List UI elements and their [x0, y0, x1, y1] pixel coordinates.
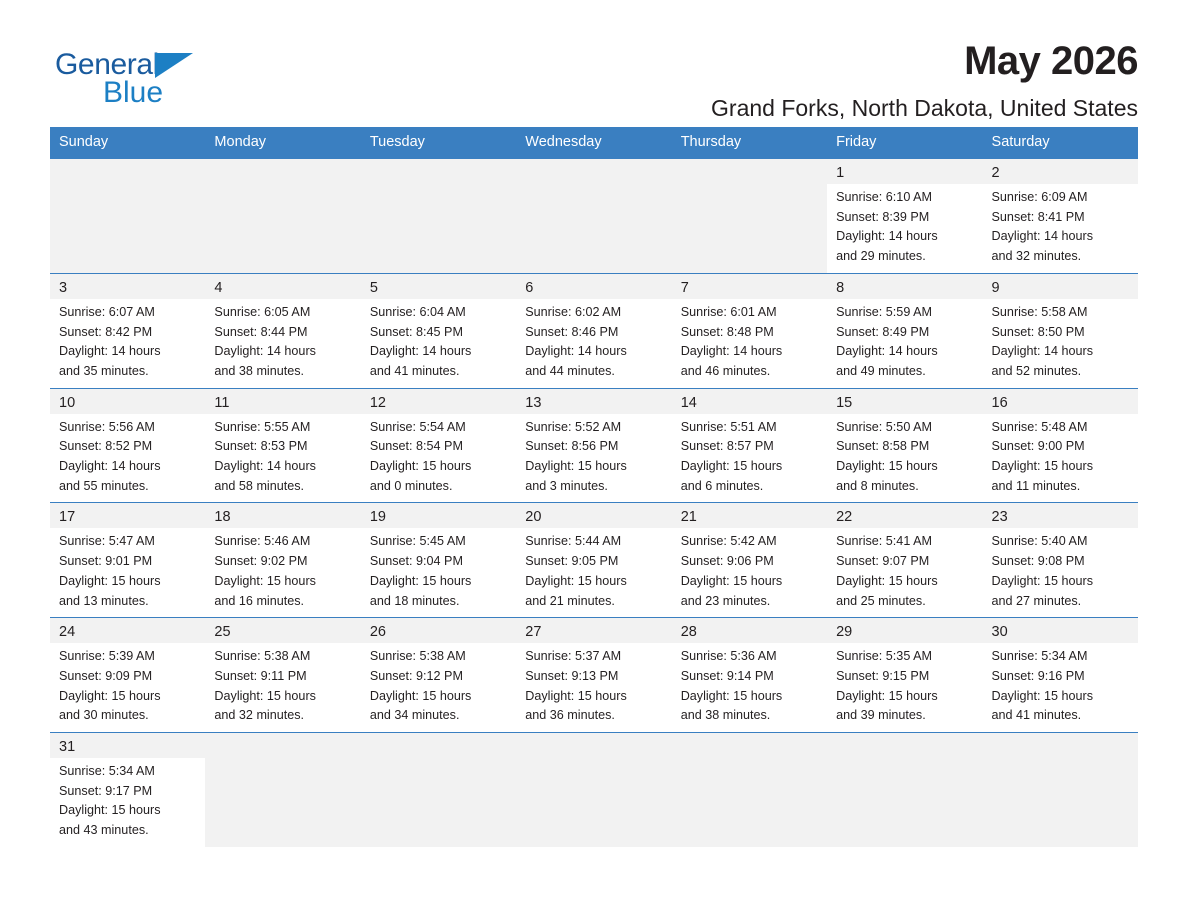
calendar-day-cell — [205, 618, 360, 733]
day-number: 21 — [672, 503, 827, 528]
weekday-header-saturday: Saturday — [983, 127, 1138, 159]
calendar-day-cell — [205, 273, 360, 388]
weekday-header-thursday: Thursday — [672, 127, 827, 159]
day-info-line-1: Sunrise: 5:51 AM — [680, 419, 777, 434]
day-info-line-4: and 23 minutes. — [680, 593, 771, 608]
day-info-line-1: Sunrise: 5:39 AM — [59, 649, 155, 664]
day-info-line-1: Sunrise: 5:44 AM — [525, 534, 622, 549]
weekday-header-sunday: Sunday — [50, 127, 205, 159]
day-info-line-2: Sunset: 9:05 PM — [525, 554, 619, 569]
day-info-line-3: Daylight: 15 hours — [525, 459, 627, 474]
day-info-line-1: Sunrise: 5:40 AM — [991, 534, 1088, 549]
day-sun-info — [827, 184, 982, 273]
day-number: 28 — [672, 618, 827, 643]
day-info-line-4: and 6 minutes. — [680, 478, 764, 493]
day-info-line-2: Sunset: 9:12 PM — [369, 668, 463, 683]
day-sun-info — [672, 414, 827, 503]
day-info-line-1: Sunrise: 6:09 AM — [991, 190, 1088, 204]
calendar-week-row — [50, 733, 1138, 847]
calendar-day-cell — [50, 503, 205, 618]
page-title: May 2026 — [964, 39, 1138, 83]
calendar-day-cell — [205, 503, 360, 618]
day-info-line-3: Daylight: 15 hours — [59, 803, 161, 818]
day-info-line-2: Sunset: 9:09 PM — [59, 668, 153, 683]
day-number: 29 — [827, 618, 982, 643]
day-info-line-4: and 38 minutes. — [680, 708, 771, 723]
day-info-line-2: Sunset: 9:04 PM — [369, 554, 463, 569]
calendar-day-cell — [205, 388, 360, 503]
day-number: 19 — [361, 503, 516, 528]
calendar-week-row — [50, 159, 1138, 274]
day-number: 25 — [205, 618, 360, 643]
calendar-day-cell — [983, 388, 1138, 503]
day-info-line-1: Sunrise: 5:37 AM — [525, 649, 622, 664]
day-info-line-4: and 58 minutes. — [214, 478, 305, 493]
day-info-line-1: Sunrise: 6:07 AM — [59, 304, 155, 319]
day-number: 6 — [516, 274, 671, 299]
calendar-cell-empty — [516, 159, 671, 274]
calendar-day-cell — [983, 159, 1138, 274]
page-header — [50, 0, 1138, 121]
day-info-line-3: Daylight: 14 hours — [836, 229, 938, 244]
day-info-line-2: Sunset: 8:56 PM — [525, 439, 619, 454]
day-info-line-4: and 36 minutes. — [525, 708, 615, 723]
day-sun-info — [516, 414, 671, 503]
day-number: 1 — [827, 159, 982, 184]
calendar-cell-empty — [672, 733, 827, 847]
day-info-line-1: Sunrise: 5:45 AM — [369, 534, 466, 549]
day-sun-info — [516, 528, 671, 617]
logo-text-blue: Blue — [103, 76, 164, 109]
day-info-line-4: and 43 minutes. — [59, 823, 149, 838]
day-number: 22 — [827, 503, 982, 528]
day-info-line-1: Sunrise: 5:38 AM — [369, 649, 466, 664]
day-info-line-2: Sunset: 8:44 PM — [214, 324, 308, 339]
day-number: 11 — [205, 389, 360, 414]
day-number: 10 — [50, 389, 205, 414]
day-info-line-2: Sunset: 8:52 PM — [59, 439, 153, 454]
calendar-week-row — [50, 618, 1138, 733]
day-info-line-3: Daylight: 15 hours — [836, 573, 938, 588]
day-info-line-4: and 38 minutes. — [214, 363, 305, 378]
day-info-line-1: Sunrise: 6:10 AM — [836, 190, 933, 204]
day-info-line-3: Daylight: 15 hours — [525, 688, 627, 703]
calendar-day-cell — [361, 388, 516, 503]
day-info-line-1: Sunrise: 5:58 AM — [991, 304, 1088, 319]
day-info-line-4: and 27 minutes. — [991, 593, 1082, 608]
day-info-line-4: and 8 minutes. — [836, 478, 919, 493]
calendar-cell-empty — [672, 159, 827, 274]
day-info-line-2: Sunset: 9:13 PM — [525, 668, 619, 683]
calendar-day-cell — [516, 618, 671, 733]
day-info-line-3: Daylight: 15 hours — [836, 688, 938, 703]
calendar-day-cell — [983, 503, 1138, 618]
calendar-cell-empty — [205, 733, 360, 847]
day-number: 9 — [983, 274, 1138, 299]
calendar-week-row — [50, 388, 1138, 503]
day-sun-info — [50, 528, 205, 617]
day-sun-info — [361, 299, 516, 388]
day-info-line-1: Sunrise: 5:48 AM — [991, 419, 1088, 434]
day-sun-info — [983, 528, 1138, 617]
day-sun-info — [205, 528, 360, 617]
day-info-line-2: Sunset: 8:53 PM — [214, 439, 308, 454]
calendar-day-cell — [672, 388, 827, 503]
day-info-line-2: Sunset: 9:00 PM — [991, 439, 1085, 454]
day-info-line-3: Daylight: 15 hours — [680, 459, 783, 474]
day-info-line-4: and 32 minutes. — [214, 708, 305, 723]
day-info-line-3: Daylight: 14 hours — [836, 344, 938, 359]
day-info-line-1: Sunrise: 5:36 AM — [680, 649, 777, 664]
day-info-line-3: Daylight: 14 hours — [680, 344, 783, 359]
calendar-day-cell — [516, 388, 671, 503]
day-info-line-2: Sunset: 9:01 PM — [59, 554, 153, 569]
day-info-line-1: Sunrise: 5:42 AM — [680, 534, 777, 549]
day-number: 15 — [827, 389, 982, 414]
calendar-day-cell — [361, 273, 516, 388]
day-info-line-3: Daylight: 14 hours — [214, 344, 316, 359]
day-info-line-1: Sunrise: 5:56 AM — [59, 419, 155, 434]
day-info-line-2: Sunset: 9:17 PM — [59, 783, 153, 798]
day-info-line-2: Sunset: 8:46 PM — [525, 324, 619, 339]
day-info-line-3: Daylight: 15 hours — [369, 573, 472, 588]
day-info-line-2: Sunset: 9:06 PM — [680, 554, 774, 569]
day-info-line-1: Sunrise: 5:54 AM — [369, 419, 466, 434]
day-number: 26 — [361, 618, 516, 643]
calendar-cell-empty — [516, 733, 671, 847]
day-info-line-4: and 18 minutes. — [369, 593, 460, 608]
calendar-day-cell — [361, 503, 516, 618]
day-info-line-2: Sunset: 8:39 PM — [836, 209, 930, 224]
day-number: 2 — [983, 159, 1138, 184]
day-sun-info — [516, 299, 671, 388]
day-number: 7 — [672, 274, 827, 299]
day-sun-info — [827, 528, 982, 617]
day-info-line-4: and 34 minutes. — [369, 708, 460, 723]
day-info-line-2: Sunset: 8:58 PM — [836, 439, 930, 454]
calendar-day-cell — [50, 733, 205, 847]
day-info-line-2: Sunset: 8:57 PM — [680, 439, 774, 454]
day-sun-info — [983, 299, 1138, 388]
calendar-cell-empty — [205, 159, 360, 274]
day-info-line-4: and 41 minutes. — [369, 363, 460, 378]
day-sun-info — [50, 299, 205, 388]
day-info-line-3: Daylight: 14 hours — [991, 344, 1094, 359]
day-info-line-3: Daylight: 15 hours — [991, 573, 1094, 588]
day-info-line-4: and 29 minutes. — [836, 249, 926, 264]
calendar-day-cell — [50, 618, 205, 733]
day-sun-info — [50, 643, 205, 732]
day-number: 3 — [50, 274, 205, 299]
logo-text-general: General — [55, 48, 159, 81]
logo-top-row — [55, 50, 159, 80]
day-info-line-2: Sunset: 9:14 PM — [680, 668, 774, 683]
day-info-line-4: and 13 minutes. — [59, 593, 149, 608]
calendar-cell-empty — [50, 159, 205, 274]
calendar-cell-empty — [827, 733, 982, 847]
day-info-line-2: Sunset: 9:16 PM — [991, 668, 1085, 683]
calendar-day-cell — [50, 388, 205, 503]
day-number: 18 — [205, 503, 360, 528]
calendar-day-cell — [516, 273, 671, 388]
day-info-line-3: Daylight: 15 hours — [680, 688, 783, 703]
day-number: 12 — [361, 389, 516, 414]
day-info-line-3: Daylight: 15 hours — [991, 459, 1094, 474]
day-number: 13 — [516, 389, 671, 414]
day-info-line-3: Daylight: 14 hours — [59, 344, 161, 359]
day-info-line-3: Daylight: 14 hours — [525, 344, 627, 359]
day-info-line-4: and 41 minutes. — [991, 708, 1082, 723]
day-number: 31 — [50, 733, 205, 758]
day-info-line-4: and 11 minutes. — [991, 478, 1081, 493]
day-number: 4 — [205, 274, 360, 299]
day-number: 14 — [672, 389, 827, 414]
day-sun-info — [983, 643, 1138, 732]
day-info-line-1: Sunrise: 5:38 AM — [214, 649, 311, 664]
day-info-line-1: Sunrise: 5:55 AM — [214, 419, 311, 434]
day-number: 5 — [361, 274, 516, 299]
day-info-line-3: Daylight: 14 hours — [214, 459, 316, 474]
day-sun-info — [827, 414, 982, 503]
day-info-line-4: and 16 minutes. — [214, 593, 305, 608]
day-info-line-2: Sunset: 8:42 PM — [59, 324, 153, 339]
calendar-day-cell — [672, 273, 827, 388]
day-info-line-4: and 3 minutes. — [525, 478, 608, 493]
day-info-line-3: Daylight: 15 hours — [680, 573, 783, 588]
day-info-line-2: Sunset: 8:41 PM — [991, 209, 1085, 224]
day-info-line-2: Sunset: 8:48 PM — [680, 324, 774, 339]
day-info-line-4: and 49 minutes. — [836, 363, 926, 378]
day-info-line-3: Daylight: 15 hours — [991, 688, 1094, 703]
calendar-day-cell — [361, 618, 516, 733]
day-sun-info — [672, 528, 827, 617]
day-info-line-3: Daylight: 14 hours — [991, 229, 1094, 244]
day-number: 8 — [827, 274, 982, 299]
calendar-cell-empty — [361, 159, 516, 274]
weekday-header-row — [50, 127, 1138, 159]
day-sun-info — [361, 414, 516, 503]
general-blue-logo — [55, 50, 315, 108]
day-sun-info — [827, 643, 982, 732]
logo-triangle-icon — [155, 53, 193, 78]
day-number: 24 — [50, 618, 205, 643]
day-info-line-1: Sunrise: 5:46 AM — [214, 534, 311, 549]
day-info-line-2: Sunset: 8:50 PM — [991, 324, 1085, 339]
day-info-line-3: Daylight: 15 hours — [525, 573, 627, 588]
calendar-day-cell — [827, 388, 982, 503]
calendar-day-cell — [672, 503, 827, 618]
day-info-line-1: Sunrise: 5:52 AM — [525, 419, 622, 434]
day-info-line-4: and 39 minutes. — [836, 708, 926, 723]
weekday-header-friday: Friday — [827, 127, 982, 159]
day-info-line-1: Sunrise: 6:01 AM — [680, 304, 777, 319]
weekday-header-monday: Monday — [205, 127, 360, 159]
day-sun-info — [672, 643, 827, 732]
day-info-line-3: Daylight: 14 hours — [369, 344, 472, 359]
day-info-line-2: Sunset: 9:02 PM — [214, 554, 308, 569]
title-block — [711, 38, 1138, 123]
day-info-line-3: Daylight: 15 hours — [369, 688, 472, 703]
day-sun-info — [205, 643, 360, 732]
calendar-day-cell — [516, 503, 671, 618]
location-subtitle: Grand Forks, North Dakota, United States — [711, 95, 1138, 121]
day-info-line-3: Daylight: 15 hours — [59, 688, 161, 703]
day-info-line-1: Sunrise: 5:41 AM — [836, 534, 933, 549]
day-info-line-3: Daylight: 15 hours — [836, 459, 938, 474]
day-number: 16 — [983, 389, 1138, 414]
weekday-header-wednesday: Wednesday — [516, 127, 671, 159]
weekday-header-tuesday: Tuesday — [361, 127, 516, 159]
day-info-line-4: and 0 minutes. — [369, 478, 453, 493]
day-sun-info — [361, 528, 516, 617]
day-info-line-4: and 44 minutes. — [525, 363, 615, 378]
day-info-line-3: Daylight: 15 hours — [59, 573, 161, 588]
day-info-line-4: and 21 minutes. — [525, 593, 615, 608]
day-info-line-1: Sunrise: 5:35 AM — [836, 649, 933, 664]
day-info-line-4: and 32 minutes. — [991, 249, 1082, 264]
day-sun-info — [983, 184, 1138, 273]
calendar-week-row — [50, 273, 1138, 388]
day-info-line-3: Daylight: 15 hours — [369, 459, 472, 474]
calendar-day-cell — [827, 503, 982, 618]
day-info-line-2: Sunset: 8:45 PM — [369, 324, 463, 339]
day-info-line-1: Sunrise: 5:34 AM — [991, 649, 1088, 664]
day-info-line-1: Sunrise: 5:50 AM — [836, 419, 933, 434]
day-info-line-1: Sunrise: 6:04 AM — [369, 304, 466, 319]
day-number: 27 — [516, 618, 671, 643]
calendar-day-cell — [50, 273, 205, 388]
day-info-line-3: Daylight: 14 hours — [59, 459, 161, 474]
day-info-line-2: Sunset: 9:08 PM — [991, 554, 1085, 569]
day-number: 20 — [516, 503, 671, 528]
day-info-line-2: Sunset: 9:15 PM — [836, 668, 930, 683]
day-sun-info — [205, 299, 360, 388]
day-number: 23 — [983, 503, 1138, 528]
day-number: 17 — [50, 503, 205, 528]
calendar-day-cell — [827, 618, 982, 733]
day-sun-info — [827, 299, 982, 388]
day-number: 30 — [983, 618, 1138, 643]
sun-times-calendar — [50, 127, 1138, 847]
day-info-line-4: and 25 minutes. — [836, 593, 926, 608]
calendar-day-cell — [827, 159, 982, 274]
day-info-line-4: and 46 minutes. — [680, 363, 771, 378]
day-info-line-4: and 30 minutes. — [59, 708, 149, 723]
calendar-week-row — [50, 503, 1138, 618]
calendar-day-cell — [983, 273, 1138, 388]
day-info-line-1: Sunrise: 5:47 AM — [59, 534, 155, 549]
day-info-line-1: Sunrise: 6:05 AM — [214, 304, 311, 319]
day-info-line-1: Sunrise: 5:59 AM — [836, 304, 933, 319]
day-info-line-1: Sunrise: 6:02 AM — [525, 304, 622, 319]
day-info-line-3: Daylight: 15 hours — [214, 688, 316, 703]
day-info-line-4: and 55 minutes. — [59, 478, 149, 493]
calendar-day-cell — [983, 618, 1138, 733]
calendar-cell-empty — [983, 733, 1138, 847]
day-sun-info — [50, 758, 205, 847]
day-info-line-1: Sunrise: 5:34 AM — [59, 764, 155, 779]
calendar-day-cell — [672, 618, 827, 733]
day-sun-info — [205, 414, 360, 503]
day-info-line-3: Daylight: 15 hours — [214, 573, 316, 588]
day-sun-info — [50, 414, 205, 503]
day-info-line-4: and 35 minutes. — [59, 363, 149, 378]
day-info-line-2: Sunset: 8:54 PM — [369, 439, 463, 454]
day-sun-info — [516, 643, 671, 732]
day-info-line-2: Sunset: 9:11 PM — [214, 668, 307, 683]
day-info-line-4: and 52 minutes. — [991, 363, 1082, 378]
calendar-cell-empty — [361, 733, 516, 847]
calendar-day-cell — [827, 273, 982, 388]
day-sun-info — [361, 643, 516, 732]
day-sun-info — [983, 414, 1138, 503]
day-sun-info — [672, 299, 827, 388]
day-info-line-2: Sunset: 8:49 PM — [836, 324, 930, 339]
day-info-line-2: Sunset: 9:07 PM — [836, 554, 930, 569]
